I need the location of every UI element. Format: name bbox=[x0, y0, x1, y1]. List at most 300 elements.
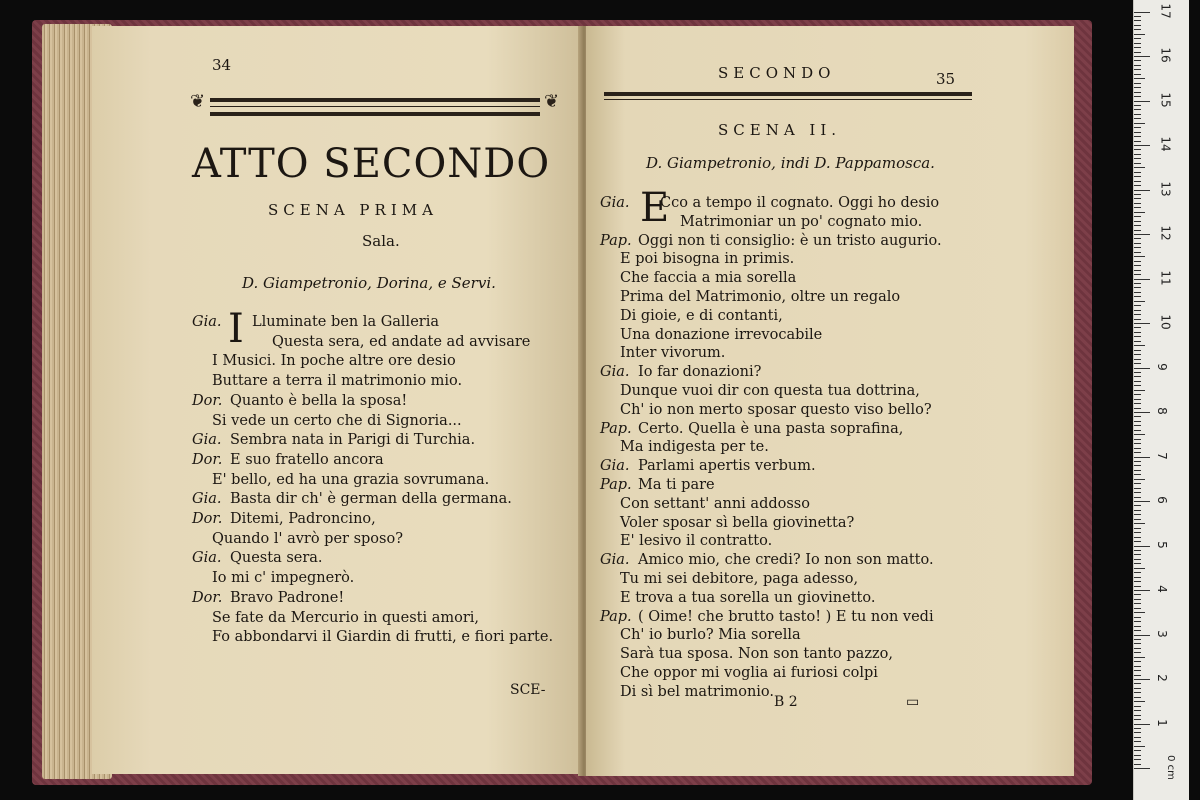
ruler-tick bbox=[1134, 737, 1141, 738]
ruler-tick bbox=[1134, 87, 1141, 88]
text-line bbox=[212, 352, 456, 370]
verse-text: Io mi c' impegnerò. bbox=[212, 570, 355, 587]
verse-text: Se fate da Mercurio in questi amori, bbox=[212, 609, 480, 626]
ruler-tick bbox=[1134, 510, 1141, 511]
scene-characters: D. Giampetronio, indi D. Pappamosca. bbox=[646, 154, 935, 172]
ruler-tick bbox=[1134, 203, 1141, 204]
ruler-tick bbox=[1134, 34, 1145, 35]
text-line bbox=[600, 420, 903, 438]
ruler-tick bbox=[1134, 132, 1141, 133]
ruler-tick bbox=[1134, 172, 1141, 173]
ruler-tick bbox=[1134, 216, 1141, 217]
speaker-label: Gia. bbox=[600, 195, 630, 211]
ruler-tick bbox=[1134, 74, 1141, 75]
verse-text: Sembra nata in Parigi di Turchia. bbox=[230, 432, 476, 449]
ruler-tick bbox=[1134, 101, 1150, 102]
ruler-label: 11 bbox=[1158, 269, 1173, 286]
text-line bbox=[192, 431, 475, 449]
verse-text: Parlami apertis verbum. bbox=[638, 458, 816, 475]
text-line bbox=[192, 451, 384, 469]
ruler-tick bbox=[1134, 577, 1141, 578]
ruler-tick bbox=[1134, 572, 1141, 573]
ruler-tick bbox=[1134, 755, 1141, 756]
ruler-tick bbox=[1134, 683, 1141, 684]
ruler-tick bbox=[1134, 537, 1141, 538]
ruler-tick bbox=[1134, 376, 1141, 377]
ruler-tick bbox=[1134, 368, 1150, 369]
verse-text: E' bello, ed ha una grazia sovrumana. bbox=[212, 471, 490, 488]
ruler-tick bbox=[1134, 519, 1141, 520]
ruler-tick bbox=[1134, 399, 1141, 400]
ruler-label: 6 bbox=[1154, 496, 1169, 504]
verse-text: Che oppor mi voglia ai furiosi colpi bbox=[620, 665, 878, 681]
scene-characters: D. Giampetronio, Dorina, e Servi. bbox=[242, 274, 496, 292]
speaker-label: Pap. bbox=[600, 232, 632, 249]
ruler-tick bbox=[1134, 732, 1141, 733]
verse-text: Fo abbondarvi il Giardin di frutti, e fiori parte. bbox=[212, 629, 554, 646]
ruler-tick bbox=[1134, 319, 1141, 320]
ruler-tick bbox=[1134, 434, 1145, 435]
speaker-label: Dor. bbox=[192, 589, 223, 606]
text-line bbox=[192, 589, 344, 607]
ruler-tick bbox=[1134, 430, 1141, 431]
ruler-tick bbox=[1134, 390, 1145, 391]
ruler-tick bbox=[1134, 359, 1141, 360]
ruler-tick bbox=[1134, 301, 1145, 302]
text-line bbox=[600, 194, 939, 212]
ruler-tick bbox=[1134, 728, 1141, 729]
header-rule-thin bbox=[210, 106, 540, 107]
text-line bbox=[192, 490, 512, 508]
verse-text: Di sì bel matrimonio. bbox=[620, 683, 774, 700]
ruler-tick bbox=[1134, 145, 1150, 146]
ruler-tick bbox=[1134, 670, 1141, 671]
verse-text: Ch' io non merto sposar questo viso bello? bbox=[620, 401, 932, 418]
verse-text: Ma ti pare bbox=[638, 477, 715, 493]
ruler-tick bbox=[1134, 528, 1141, 529]
ruler-tick bbox=[1134, 207, 1141, 208]
text-line bbox=[600, 213, 922, 231]
text-line bbox=[212, 530, 403, 548]
text-line bbox=[212, 609, 479, 627]
scene-setting: Sala. bbox=[362, 232, 400, 250]
verse-text: Ch' io burlo? Mia sorella bbox=[620, 627, 801, 644]
ruler-tick bbox=[1134, 768, 1150, 769]
ruler-label: 13 bbox=[1158, 180, 1173, 197]
ruler-tick bbox=[1134, 265, 1141, 266]
verse-text: Questa sera. bbox=[230, 550, 323, 567]
ruler-tick bbox=[1134, 381, 1141, 382]
ruler-tick bbox=[1134, 697, 1141, 698]
ruler-tick bbox=[1134, 394, 1141, 395]
verse-text: Io far donazioni? bbox=[638, 364, 762, 381]
verse-text: Cco a tempo il cognato. Oggi ho desio bbox=[660, 195, 940, 211]
verse-text: I Musici. In poche altre ore desio bbox=[212, 353, 456, 370]
verse-text: Con settant' anni addosso bbox=[620, 495, 810, 512]
speaker-label: Pap. bbox=[600, 420, 632, 437]
ruler-tick bbox=[1134, 630, 1141, 631]
ruler-tick bbox=[1134, 310, 1141, 311]
text-line bbox=[620, 382, 920, 400]
ruler-tick bbox=[1134, 639, 1141, 640]
ruler-tick bbox=[1134, 546, 1150, 547]
ruler-tick bbox=[1134, 501, 1150, 502]
ruler-tick bbox=[1134, 483, 1141, 484]
ruler-tick bbox=[1134, 83, 1141, 84]
ruler-tick bbox=[1134, 412, 1150, 413]
verse-text: E' lesivo il contratto. bbox=[620, 533, 773, 550]
ruler-tick bbox=[1134, 270, 1141, 271]
ruler-tick bbox=[1134, 559, 1141, 560]
ruler-label: 14 bbox=[1158, 136, 1173, 152]
ruler-tick bbox=[1134, 332, 1141, 333]
text-line bbox=[192, 333, 530, 351]
text-line bbox=[600, 608, 934, 626]
verse-text: Certo. Quella è una pasta soprafina, bbox=[638, 420, 904, 437]
ruler-tick bbox=[1134, 234, 1150, 235]
text-line bbox=[600, 363, 761, 381]
ruler-tick bbox=[1134, 149, 1141, 150]
ruler-tick bbox=[1134, 314, 1141, 315]
text-line bbox=[212, 372, 462, 390]
speaker-label: Gia. bbox=[600, 552, 630, 569]
text-line bbox=[620, 589, 875, 607]
ruler-tick bbox=[1134, 626, 1141, 627]
ruler-label: 16 bbox=[1158, 47, 1173, 63]
ruler-tick bbox=[1134, 341, 1141, 342]
ruler-tick bbox=[1134, 759, 1141, 760]
ruler-tick bbox=[1134, 323, 1150, 324]
ruler-tick bbox=[1134, 724, 1150, 725]
ruler-tick bbox=[1134, 261, 1141, 262]
page-number: 34 bbox=[212, 56, 232, 74]
text-line bbox=[600, 457, 816, 475]
ruler-tick bbox=[1134, 550, 1141, 551]
verse-text: Prima del Matrimonio, oltre un regalo bbox=[620, 289, 901, 305]
ruler-tick bbox=[1134, 554, 1141, 555]
text-line bbox=[192, 313, 439, 331]
verse-text: Inter vivorum. bbox=[620, 345, 726, 362]
text-line bbox=[620, 269, 796, 287]
speaker-label: Gia. bbox=[600, 458, 630, 475]
ruler-tick bbox=[1134, 154, 1141, 155]
verse-text: Si vede un certo che di Signoria... bbox=[212, 412, 462, 429]
text-line bbox=[600, 476, 715, 494]
text-line bbox=[620, 626, 801, 644]
ruler-tick bbox=[1134, 363, 1141, 364]
ruler-tick bbox=[1134, 425, 1141, 426]
ruler-tick bbox=[1134, 541, 1141, 542]
ruler-tick bbox=[1134, 590, 1150, 591]
ruler-tick bbox=[1134, 176, 1141, 177]
verse-text: Una donazione irrevocabile bbox=[620, 326, 823, 343]
speaker-label: Gia. bbox=[600, 364, 630, 381]
ruler-tick bbox=[1134, 421, 1141, 422]
verse-text: ( Oime! che brutto tasto! ) E tu non vedi bbox=[638, 608, 934, 625]
ruler-tick bbox=[1134, 283, 1141, 284]
act-title: ATTO SECONDO bbox=[192, 141, 551, 187]
ruler-tick bbox=[1134, 52, 1141, 53]
ruler-tick bbox=[1134, 163, 1141, 164]
verse-text: Quando l' avrò per sposo? bbox=[212, 530, 403, 547]
verse-text: Basta dir ch' è german della germana. bbox=[230, 491, 512, 508]
ruler-tick bbox=[1134, 715, 1141, 716]
dropcap: I bbox=[228, 306, 244, 352]
ruler-tick bbox=[1134, 764, 1141, 765]
left-page bbox=[92, 26, 585, 774]
ruler-tick bbox=[1134, 648, 1141, 649]
ornament-right-icon: ❦ bbox=[544, 91, 560, 112]
verse-text: Oggi non ti consiglio: è un tristo augurio. bbox=[638, 232, 942, 249]
ruler-tick bbox=[1134, 287, 1141, 288]
ruler-tick bbox=[1134, 661, 1141, 662]
ruler-tick bbox=[1134, 514, 1141, 515]
ruler-tick bbox=[1134, 635, 1150, 636]
ruler-label: 7 bbox=[1154, 451, 1169, 460]
ruler-tick bbox=[1134, 563, 1141, 564]
text-line bbox=[212, 569, 354, 587]
ruler-tick bbox=[1134, 719, 1141, 720]
ruler-tick bbox=[1134, 47, 1141, 48]
ruler-label: 10 bbox=[1158, 314, 1173, 330]
ruler-tick bbox=[1134, 612, 1145, 613]
text-line bbox=[620, 664, 878, 682]
ruler-tick bbox=[1134, 643, 1141, 644]
ruler-tick bbox=[1134, 385, 1141, 386]
scene-title: SCENA PRIMA bbox=[268, 201, 438, 219]
ruler-tick bbox=[1134, 474, 1141, 475]
ruler-tick bbox=[1134, 701, 1145, 702]
ruler-tick bbox=[1134, 492, 1141, 493]
text-line bbox=[620, 250, 794, 268]
ruler-tick bbox=[1134, 96, 1141, 97]
verse-text: Quanto è bella la sposa! bbox=[230, 392, 408, 409]
verse-text: Dunque vuoi dir con questa tua dottrina, bbox=[620, 383, 920, 399]
ruler-tick bbox=[1134, 238, 1141, 239]
text-line bbox=[620, 514, 854, 532]
ruler-tick bbox=[1134, 746, 1145, 747]
ruler-label: 17 bbox=[1158, 2, 1173, 19]
text-line bbox=[620, 438, 769, 456]
verse-text: Amico mio, che credi? Io non son matto. bbox=[638, 552, 934, 569]
ruler-tick bbox=[1134, 105, 1141, 106]
ruler-tick bbox=[1134, 185, 1141, 186]
verse-text: Ma indigesta per te. bbox=[620, 439, 769, 456]
ruler-tick bbox=[1134, 523, 1145, 524]
text-line bbox=[192, 510, 376, 528]
ruler-tick bbox=[1134, 354, 1141, 355]
text-line bbox=[620, 344, 725, 362]
ruler-tick bbox=[1134, 488, 1141, 489]
text-line bbox=[620, 307, 783, 325]
ruler-tick bbox=[1134, 198, 1141, 199]
ruler-tick bbox=[1134, 279, 1150, 280]
verse-text: Questa sera, ed andate ad avvisare bbox=[272, 333, 531, 350]
speaker-label: Gia. bbox=[192, 314, 222, 330]
ruler-tick bbox=[1134, 443, 1141, 444]
ruler-tick bbox=[1134, 679, 1150, 680]
right-page bbox=[586, 26, 1074, 776]
ruler-label: 3 bbox=[1154, 629, 1169, 638]
ruler-tick bbox=[1134, 675, 1141, 676]
ruler-tick bbox=[1134, 657, 1145, 658]
text-line bbox=[620, 683, 774, 701]
ruler-tick bbox=[1134, 12, 1150, 13]
ruler-tick bbox=[1134, 194, 1141, 195]
ruler-tick bbox=[1134, 666, 1141, 667]
running-head: SECONDO bbox=[718, 64, 836, 82]
text-line bbox=[620, 288, 900, 306]
text-line bbox=[212, 471, 489, 489]
ruler-tick bbox=[1134, 230, 1141, 231]
ruler-tick bbox=[1134, 92, 1141, 93]
ruler-tick bbox=[1134, 274, 1141, 275]
ruler-tick bbox=[1134, 247, 1141, 248]
ruler-tick bbox=[1134, 305, 1141, 306]
verse-text: Tu mi sei debitore, paga adesso, bbox=[620, 571, 859, 587]
ruler-tick bbox=[1134, 452, 1141, 453]
ruler-tick bbox=[1134, 167, 1145, 168]
ruler-tick bbox=[1134, 60, 1141, 61]
ruler-tick bbox=[1134, 25, 1141, 26]
ruler-tick bbox=[1134, 43, 1141, 44]
ruler-tick bbox=[1134, 256, 1145, 257]
ruler-tick bbox=[1134, 158, 1141, 159]
ruler-label: 5 bbox=[1154, 540, 1169, 549]
ruler-tick bbox=[1134, 252, 1141, 253]
ruler-tick bbox=[1134, 408, 1141, 409]
speaker-label: Pap. bbox=[600, 477, 632, 493]
ruler-tick bbox=[1134, 470, 1141, 471]
ruler-tick bbox=[1134, 243, 1141, 244]
text-line bbox=[620, 570, 858, 588]
measurement-ruler bbox=[1133, 0, 1189, 800]
dropcap: E bbox=[640, 185, 670, 231]
ruler-tick bbox=[1134, 621, 1141, 622]
speaker-label: Gia. bbox=[192, 491, 222, 508]
ruler-tick bbox=[1134, 327, 1141, 328]
ruler-tick bbox=[1134, 118, 1141, 119]
ruler-tick bbox=[1134, 109, 1141, 110]
verse-text: Matrimoniar un po' cognato mio. bbox=[680, 213, 923, 230]
text-line bbox=[620, 495, 810, 513]
verse-text: E trova a tua sorella un giovinetto. bbox=[620, 589, 876, 606]
speaker-label: Dor. bbox=[192, 392, 223, 409]
ruler-label: 2 bbox=[1154, 674, 1169, 682]
ruler-tick bbox=[1134, 296, 1141, 297]
ruler-tick bbox=[1134, 221, 1141, 222]
ruler-tick bbox=[1134, 29, 1141, 30]
ruler-tick bbox=[1134, 123, 1145, 124]
speaker-label: Gia. bbox=[192, 432, 222, 449]
header-rule bbox=[210, 98, 540, 102]
text-line bbox=[600, 232, 942, 250]
ruler-label: 4 bbox=[1154, 585, 1169, 593]
speaker-label: Dor. bbox=[192, 511, 223, 527]
catchword: SCE- bbox=[510, 682, 546, 698]
ruler-tick bbox=[1134, 465, 1141, 466]
speaker-label: Pap. bbox=[600, 608, 632, 625]
ruler-tick bbox=[1134, 439, 1141, 440]
header-rule-thin bbox=[604, 99, 972, 100]
ruler-tick bbox=[1134, 692, 1141, 693]
ruler-label: 1 bbox=[1154, 718, 1169, 727]
ruler-tick bbox=[1134, 345, 1145, 346]
ruler-unit: 0 cm bbox=[1164, 755, 1176, 780]
ruler-tick bbox=[1134, 372, 1141, 373]
ruler-tick bbox=[1134, 741, 1141, 742]
ruler-tick bbox=[1134, 568, 1145, 569]
ruler-tick bbox=[1134, 688, 1141, 689]
verse-text: Che faccia a mia sorella bbox=[620, 270, 797, 287]
speaker-label: Gia. bbox=[192, 550, 222, 567]
ruler-tick bbox=[1134, 461, 1141, 462]
verse-text: Buttare a terra il matrimonio mio. bbox=[212, 373, 463, 390]
text-line bbox=[192, 549, 323, 567]
ruler-tick bbox=[1134, 710, 1141, 711]
ruler-label: 12 bbox=[1158, 225, 1173, 241]
verse-text: Ditemi, Padroncino, bbox=[230, 511, 376, 527]
ruler-tick bbox=[1134, 750, 1141, 751]
speaker-label: Dor. bbox=[192, 451, 223, 468]
text-line bbox=[620, 532, 772, 550]
ruler-tick bbox=[1134, 603, 1141, 604]
verse-text: E poi bisogna in primis. bbox=[620, 251, 795, 268]
ruler-tick bbox=[1134, 65, 1141, 66]
ruler-tick bbox=[1134, 350, 1141, 351]
ruler-tick bbox=[1134, 212, 1145, 213]
ruler-tick bbox=[1134, 581, 1141, 582]
text-line bbox=[212, 412, 462, 430]
ruler-tick bbox=[1134, 457, 1150, 458]
ruler-tick bbox=[1134, 69, 1141, 70]
ruler-tick bbox=[1134, 127, 1141, 128]
ruler-tick bbox=[1134, 479, 1145, 480]
text-line bbox=[620, 401, 932, 419]
ruler-tick bbox=[1134, 403, 1141, 404]
ruler-tick bbox=[1134, 706, 1141, 707]
ruler-tick bbox=[1134, 114, 1141, 115]
ruler-tick bbox=[1134, 599, 1141, 600]
ruler-tick bbox=[1134, 181, 1141, 182]
verse-text: Bravo Padrone! bbox=[230, 589, 345, 606]
ruler-tick bbox=[1134, 505, 1141, 506]
ruler-tick bbox=[1134, 78, 1145, 79]
ruler-tick bbox=[1134, 416, 1141, 417]
ruler-tick bbox=[1134, 16, 1141, 17]
ruler-tick bbox=[1134, 38, 1141, 39]
verse-text: E suo fratello ancora bbox=[230, 451, 384, 468]
ruler-tick bbox=[1134, 608, 1141, 609]
page-number: 35 bbox=[936, 70, 956, 88]
ruler-tick bbox=[1134, 448, 1141, 449]
text-line bbox=[600, 551, 934, 569]
text-line bbox=[620, 326, 822, 344]
ruler-tick bbox=[1134, 617, 1141, 618]
ruler-label: 15 bbox=[1158, 91, 1173, 108]
library-stamp-icon: ▭ bbox=[906, 694, 920, 710]
verse-text: Sarà tua sposa. Non son tanto pazzo, bbox=[620, 646, 893, 663]
ruler-label: 9 bbox=[1154, 362, 1169, 371]
ruler-tick bbox=[1134, 190, 1150, 191]
ruler-tick bbox=[1134, 586, 1141, 587]
ruler-tick bbox=[1134, 292, 1141, 293]
ruler-label: 8 bbox=[1154, 407, 1169, 415]
verse-text: Lluminate ben la Galleria bbox=[252, 314, 439, 330]
ruler-tick bbox=[1134, 652, 1141, 653]
ruler-tick bbox=[1134, 225, 1141, 226]
ruler-tick bbox=[1134, 594, 1141, 595]
